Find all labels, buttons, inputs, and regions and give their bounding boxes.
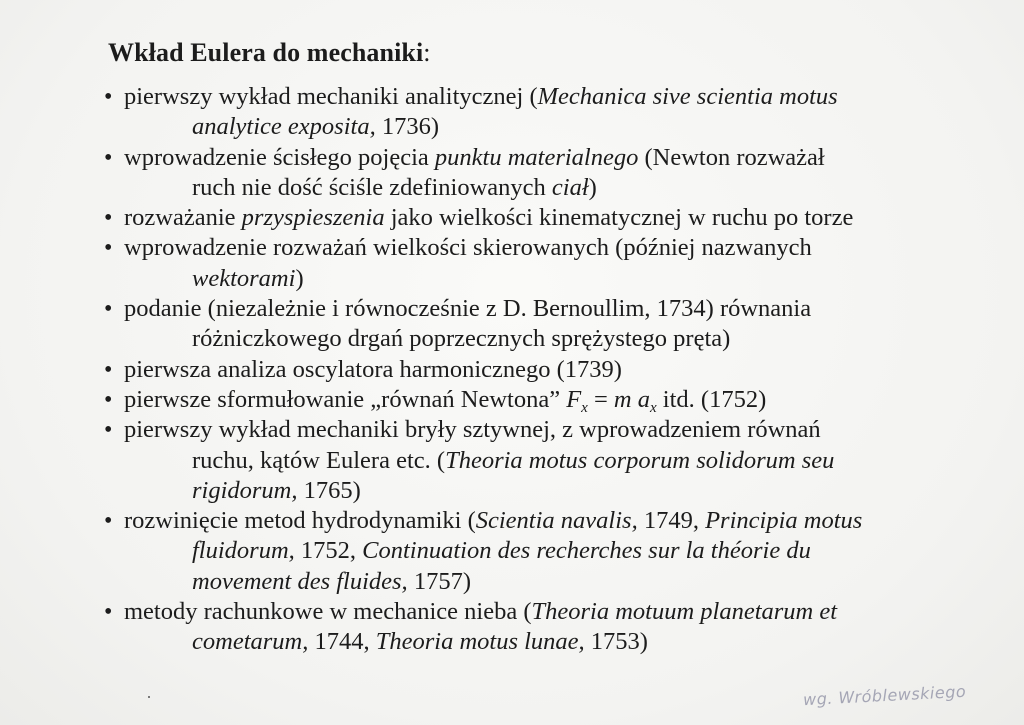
bullet-icon: • [104,144,113,171]
italic-title: m a [613,385,650,413]
list-item [104,597,1004,658]
text-run: ) [588,173,597,201]
subscript: x [650,399,657,416]
item-line [124,446,1004,476]
list-item [104,82,1004,143]
text-run: metody rachunkowe w mechanice nieba ( [124,598,532,626]
italic-title: Mechanica sive scientia motus [537,83,838,110]
item-line [124,173,1004,203]
item-line [124,143,1004,173]
text-run: wprowadzenie rozważań wielkości skierowanych (później nazwanych [124,234,812,262]
italic-title: Principia motus [705,507,863,535]
text-run: 1749, [637,507,706,535]
bullet-icon: • [104,84,113,110]
title-text: Wkład Eulera do mechaniki [108,38,424,67]
list-item [104,385,1004,415]
item-line [124,597,1004,627]
text-run: pierwsza analiza oscylatora harmonicznego (1739) [124,355,622,383]
text-run: podanie (niezależnie i równocześnie z D. Bernoullim, 1734) równania [124,295,812,323]
scan-speck [148,696,150,698]
title-colon: : [423,38,431,67]
item-line [124,476,1004,506]
list-item [104,203,1004,233]
item-line [124,536,1004,566]
text-run: 1757) [407,567,471,595]
item-line [124,112,1004,142]
bullet-icon: • [104,508,113,535]
italic-title: movement des fluides, [192,567,408,595]
bullet-icon: • [104,386,113,413]
text-run: itd. (1752) [656,385,767,413]
list-item [104,233,1004,294]
text-run: 1744, [308,628,376,656]
italic-title: Scientia navalis, [475,507,638,535]
text-run: pierwsze sformułowanie „równań Newtona” [124,385,567,413]
item-line [124,324,1004,354]
italic-title: analytice exposita, [192,113,376,141]
italic-title: przyspieszenia [241,204,385,232]
item-line [124,264,1004,294]
italic-title: Continuation des recherches sur la théorie du [362,537,811,565]
item-line [124,233,1004,263]
text-run: 1736) [375,113,439,141]
list-item [104,294,1004,355]
text-run: różniczkowego drgań poprzecznych sprężystego pręta) [192,325,731,353]
italic-title: rigidorum, [192,476,298,504]
list-item [104,143,1004,204]
text-run: (Newton rozważał [638,143,825,171]
italic-title: ciał [551,173,589,201]
text-run: ruchu, kątów Eulera etc. ( [192,446,446,474]
italic-title: Theoria motus corporum solidorum seu [445,446,835,474]
bullet-icon: • [104,205,113,232]
list-item [104,506,1004,597]
item-line [124,82,1004,112]
page-title [108,38,431,68]
bullet-icon: • [104,296,113,323]
item-line [124,203,1004,233]
text-run: 1752, [294,537,363,565]
italic-title: punktu materialnego [434,143,639,171]
text-run: ) [295,264,304,292]
handwritten-signature: wg. Wróblewskiego [802,681,967,710]
italic-title: Theoria motuum planetarum et [531,598,838,626]
text-run: jako wielkości kinematycznej w ruchu po torze [384,204,854,232]
subscript: x [581,399,588,416]
italic-title: cometarum, [192,628,309,656]
text-run: 1765) [297,476,361,504]
text-run: 1753) [584,628,648,656]
bullet-icon: • [104,599,113,626]
item-line [124,385,1004,415]
contribution-list [104,82,1004,658]
item-line [124,506,1004,536]
bullet-icon: • [104,235,113,262]
text-run: ruch nie dość ściśle zdefiniowanych [192,173,552,201]
text-run: rozwinięcie metod hydrodynamiki ( [124,507,476,535]
item-line [124,567,1004,597]
list-item [104,415,1004,506]
item-line [124,355,1004,385]
text-run: rozważanie [124,204,242,232]
text-run: pierwszy wykład mechaniki analitycznej ( [124,83,538,110]
italic-title: F [566,385,582,413]
text-run: = [587,385,614,413]
list-item [104,355,1004,385]
text-run: pierwszy wykład mechaniki bryły sztywnej, z wprowadzeniem równań [124,416,821,444]
item-line [124,627,1004,657]
italic-title: fluidorum, [192,537,295,565]
bullet-icon: • [104,356,113,383]
text-run: wprowadzenie ścisłego pojęcia [124,143,435,171]
italic-title: wektorami [192,264,296,292]
italic-title: Theoria motus lunae, [375,628,585,656]
bullet-icon: • [104,417,113,444]
item-line [124,415,1004,445]
item-line [124,294,1004,324]
